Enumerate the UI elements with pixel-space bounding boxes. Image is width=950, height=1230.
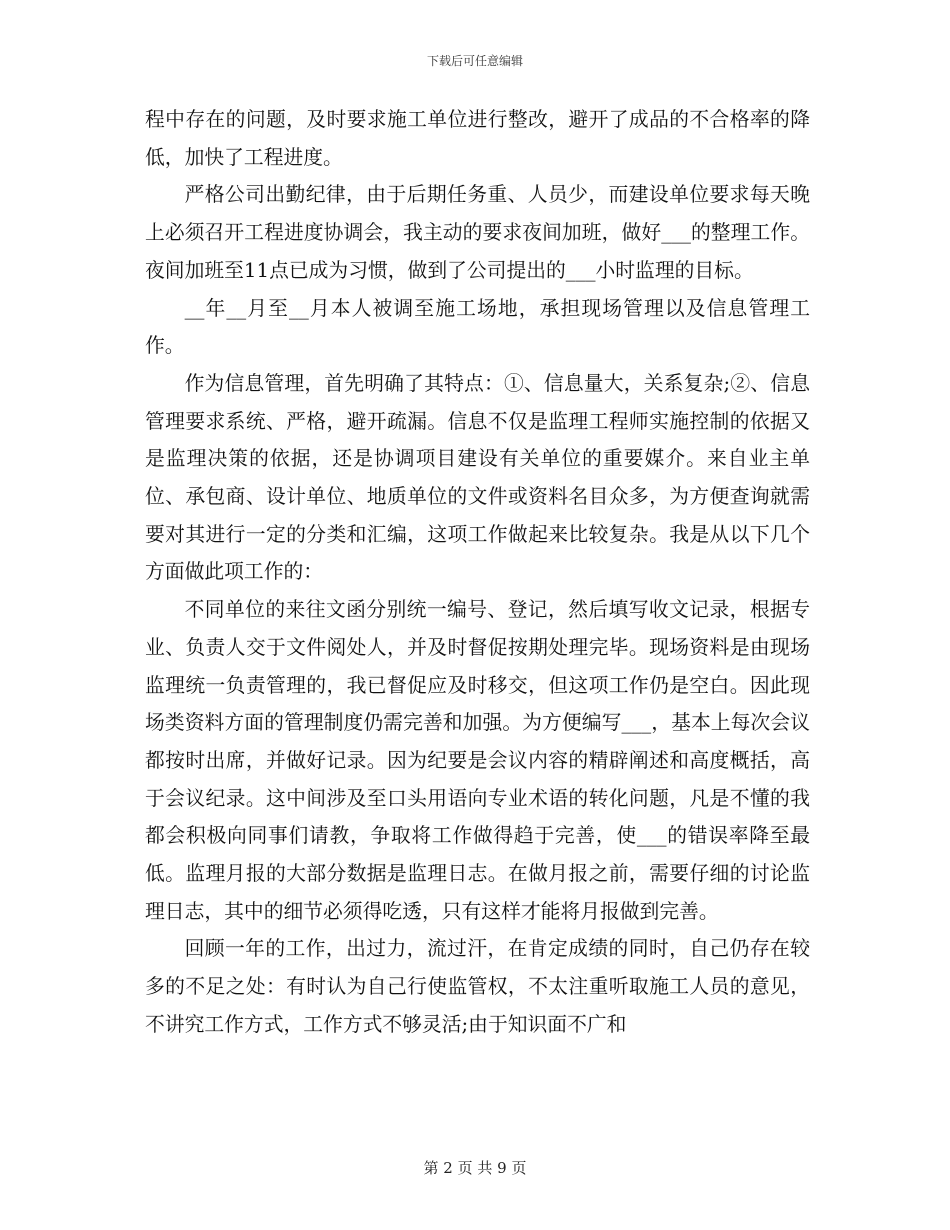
page-header: 下载后可任意编辑 (426, 54, 523, 68)
page-number: 第 2 页 共 9 页 (423, 1159, 527, 1177)
body-text (145, 101, 810, 1044)
paragraph-review: 回顾一年的工作，出过力，流过汗，在肯定成绩的同时，自己仍存在较多的不足之处：有时认为自己行使监管权，不太注重听取施工人员的意见，不讲究工作方式，工作方式不够灵活;由于知识面不广和 (145, 937, 810, 1036)
paragraph-attendance: 严格公司出勤纪律，由于后期任务重、人员少，而建设单位要求每天晚上必须召开工程进度协调会，我主动的要求夜间加班，做好___的整理工作。夜间加班至11点已成为习惯，做到了公司提出的___小时监理的目标。 (145, 183, 810, 282)
paragraph-info-management: 作为信息管理，首先明确了其特点：①、信息量大，关系复杂;②、信息管理要求系统、严格，避开疏漏。信息不仅是监理工程师实施控制的依据又是监理决策的依据，还是协调项目建设有关单位的重要媒介。来自业主单位、承包商、设计单位、地质单位的文件或资料名目众多，为方便查询就需要对其进行一定的分类和汇编，这项工作做起来比较复杂。我是从以下几个方面做此项工作的： (145, 371, 810, 584)
paragraph-document-handling: 不同单位的来往文函分别统一编号、登记，然后填写收文记录，根据专业、负责人交于文件阅处人，并及时督促按期处理完毕。现场资料是由现场监理统一负责管理的，我已督促应及时移交，但这项工作仍是空白。因此现场类资料方面的管理制度仍需完善和加强。为方便编写___，基本上每次会议都按时出席，并做好记录。因为纪要是会议内容的精辟阐述和高度概括，高于会议纪录。这中间涉及至口头用语向专业术语的转化问题，凡是不懂的我都会积极向同事们请教，争取将工作做得趋于完善，使___的错误率降至最低。监理月报的大部分数据是监理日志。在做月报之前，需要仔细的讨论监理日志，其中的细节必须得吃透，只有这样才能将月报做到完善。 (145, 598, 810, 923)
paragraph-continued: 程中存在的问题，及时要求施工单位进行整改，避开了成品的不合格率的降低，加快了工程进度。 (145, 108, 810, 169)
paragraph-transfer: __年__月至__月本人被调至施工场地，承担现场管理以及信息管理工作。 (145, 296, 810, 358)
